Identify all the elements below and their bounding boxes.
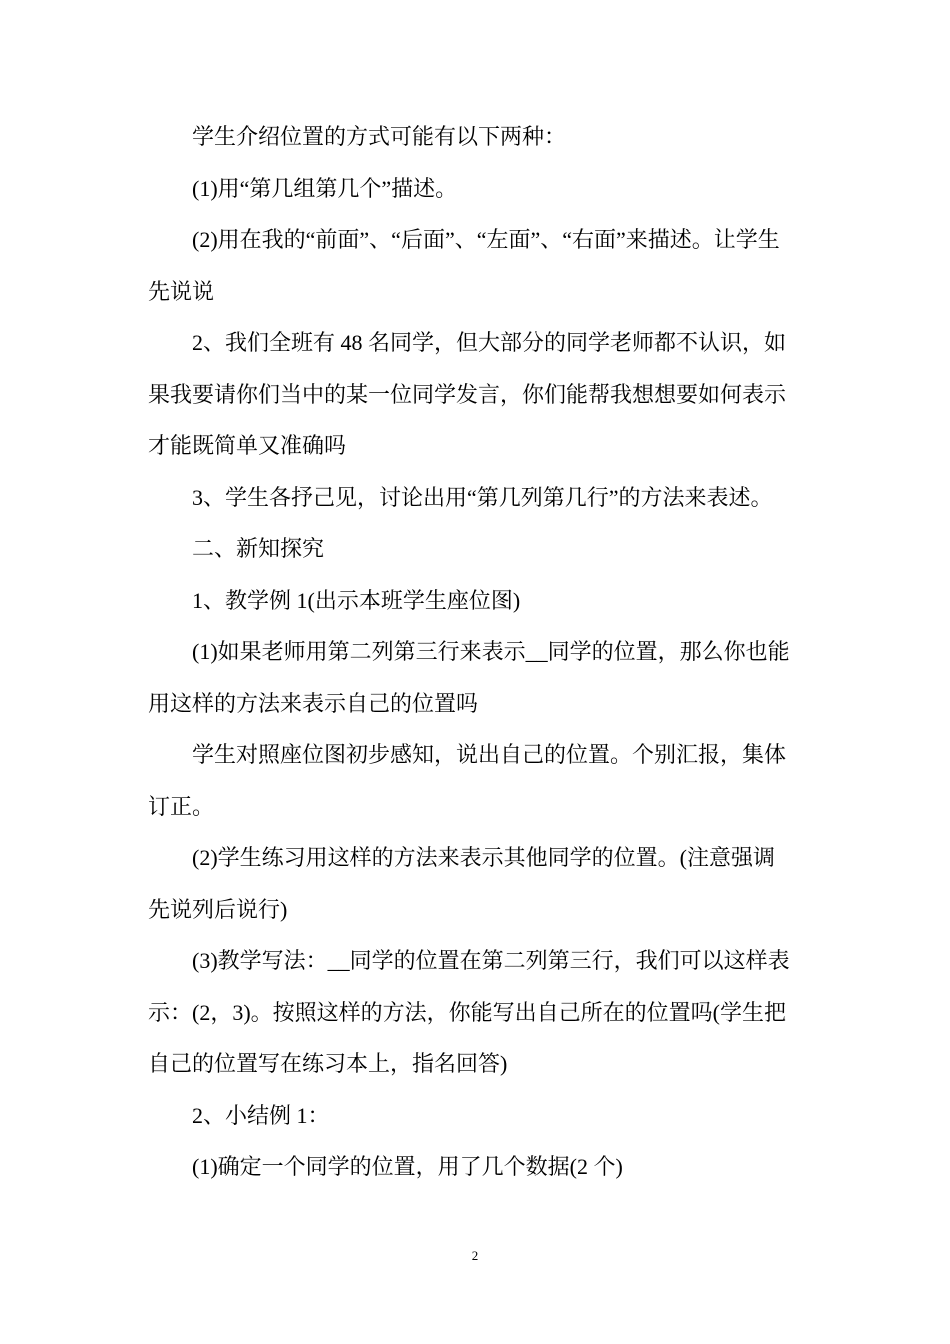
text-line: 示：(2，3)。按照这样的方法，你能写出自己所在的位置吗(学生把 [148, 999, 786, 1025]
text-line: 先说说 [148, 278, 215, 304]
text-line: 果我要请你们当中的某一位同学发言，你们能帮我想想要如何表示 [148, 381, 787, 407]
text-line: 自己的位置写在练习本上，指名回答) [148, 1051, 508, 1076]
text-line: (3)教学写法：__同学的位置在第二列第三行，我们可以这样表 [192, 948, 790, 973]
text-line: 二、新知探究 [192, 536, 325, 561]
paragraph [148, 575, 808, 627]
section-heading [148, 523, 808, 575]
text-line: 先说列后说行) [148, 896, 288, 922]
text-line: 才能既简单又准确吗 [148, 433, 347, 458]
paragraph [148, 729, 808, 832]
text-line: 学生介绍位置的方式可能有以下两种： [192, 124, 567, 149]
text-line: (1)确定一个同学的位置，用了几个数据(2 个) [192, 1154, 623, 1179]
text-line: (1)如果老师用第二列第三行来表示__同学的位置，那么你也能 [192, 639, 790, 664]
text-line: 用这样的方法来表示自己的位置吗 [148, 690, 479, 716]
text-line: (1)用“第几组第几个”描述。 [192, 175, 458, 201]
paragraph [148, 317, 808, 472]
text-line: (2)学生练习用这样的方法来表示其他同学的位置。(注意强调 [192, 845, 775, 870]
text-line: 1、教学例 1(出示本班学生座位图) [192, 587, 521, 613]
text-line: 3、学生各抒己见，讨论出用“第几列第几行”的方法来表述。 [192, 484, 773, 510]
paragraph [148, 214, 808, 317]
text-line: 订正。 [148, 793, 215, 819]
document-body [148, 111, 808, 1193]
paragraph [148, 1090, 808, 1142]
paragraph [148, 163, 808, 215]
text-line: 2、小结例 1： [192, 1102, 330, 1128]
page-number: 2 [471, 1248, 479, 1263]
paragraph [148, 1141, 808, 1193]
text-line: (2)用在我的“前面”、“后面”、“左面”、“右面”来描述。让学生 [192, 227, 780, 252]
text-line: 2、我们全班有 48 名同学，但大部分的同学老师都不认识，如 [192, 330, 787, 355]
paragraph [148, 111, 808, 163]
text-line: 学生对照座位图初步感知，说出自己的位置。个别汇报，集体 [192, 742, 787, 767]
paragraph [148, 935, 808, 1090]
paragraph [148, 472, 808, 524]
paragraph [148, 832, 808, 935]
paragraph [148, 626, 808, 729]
